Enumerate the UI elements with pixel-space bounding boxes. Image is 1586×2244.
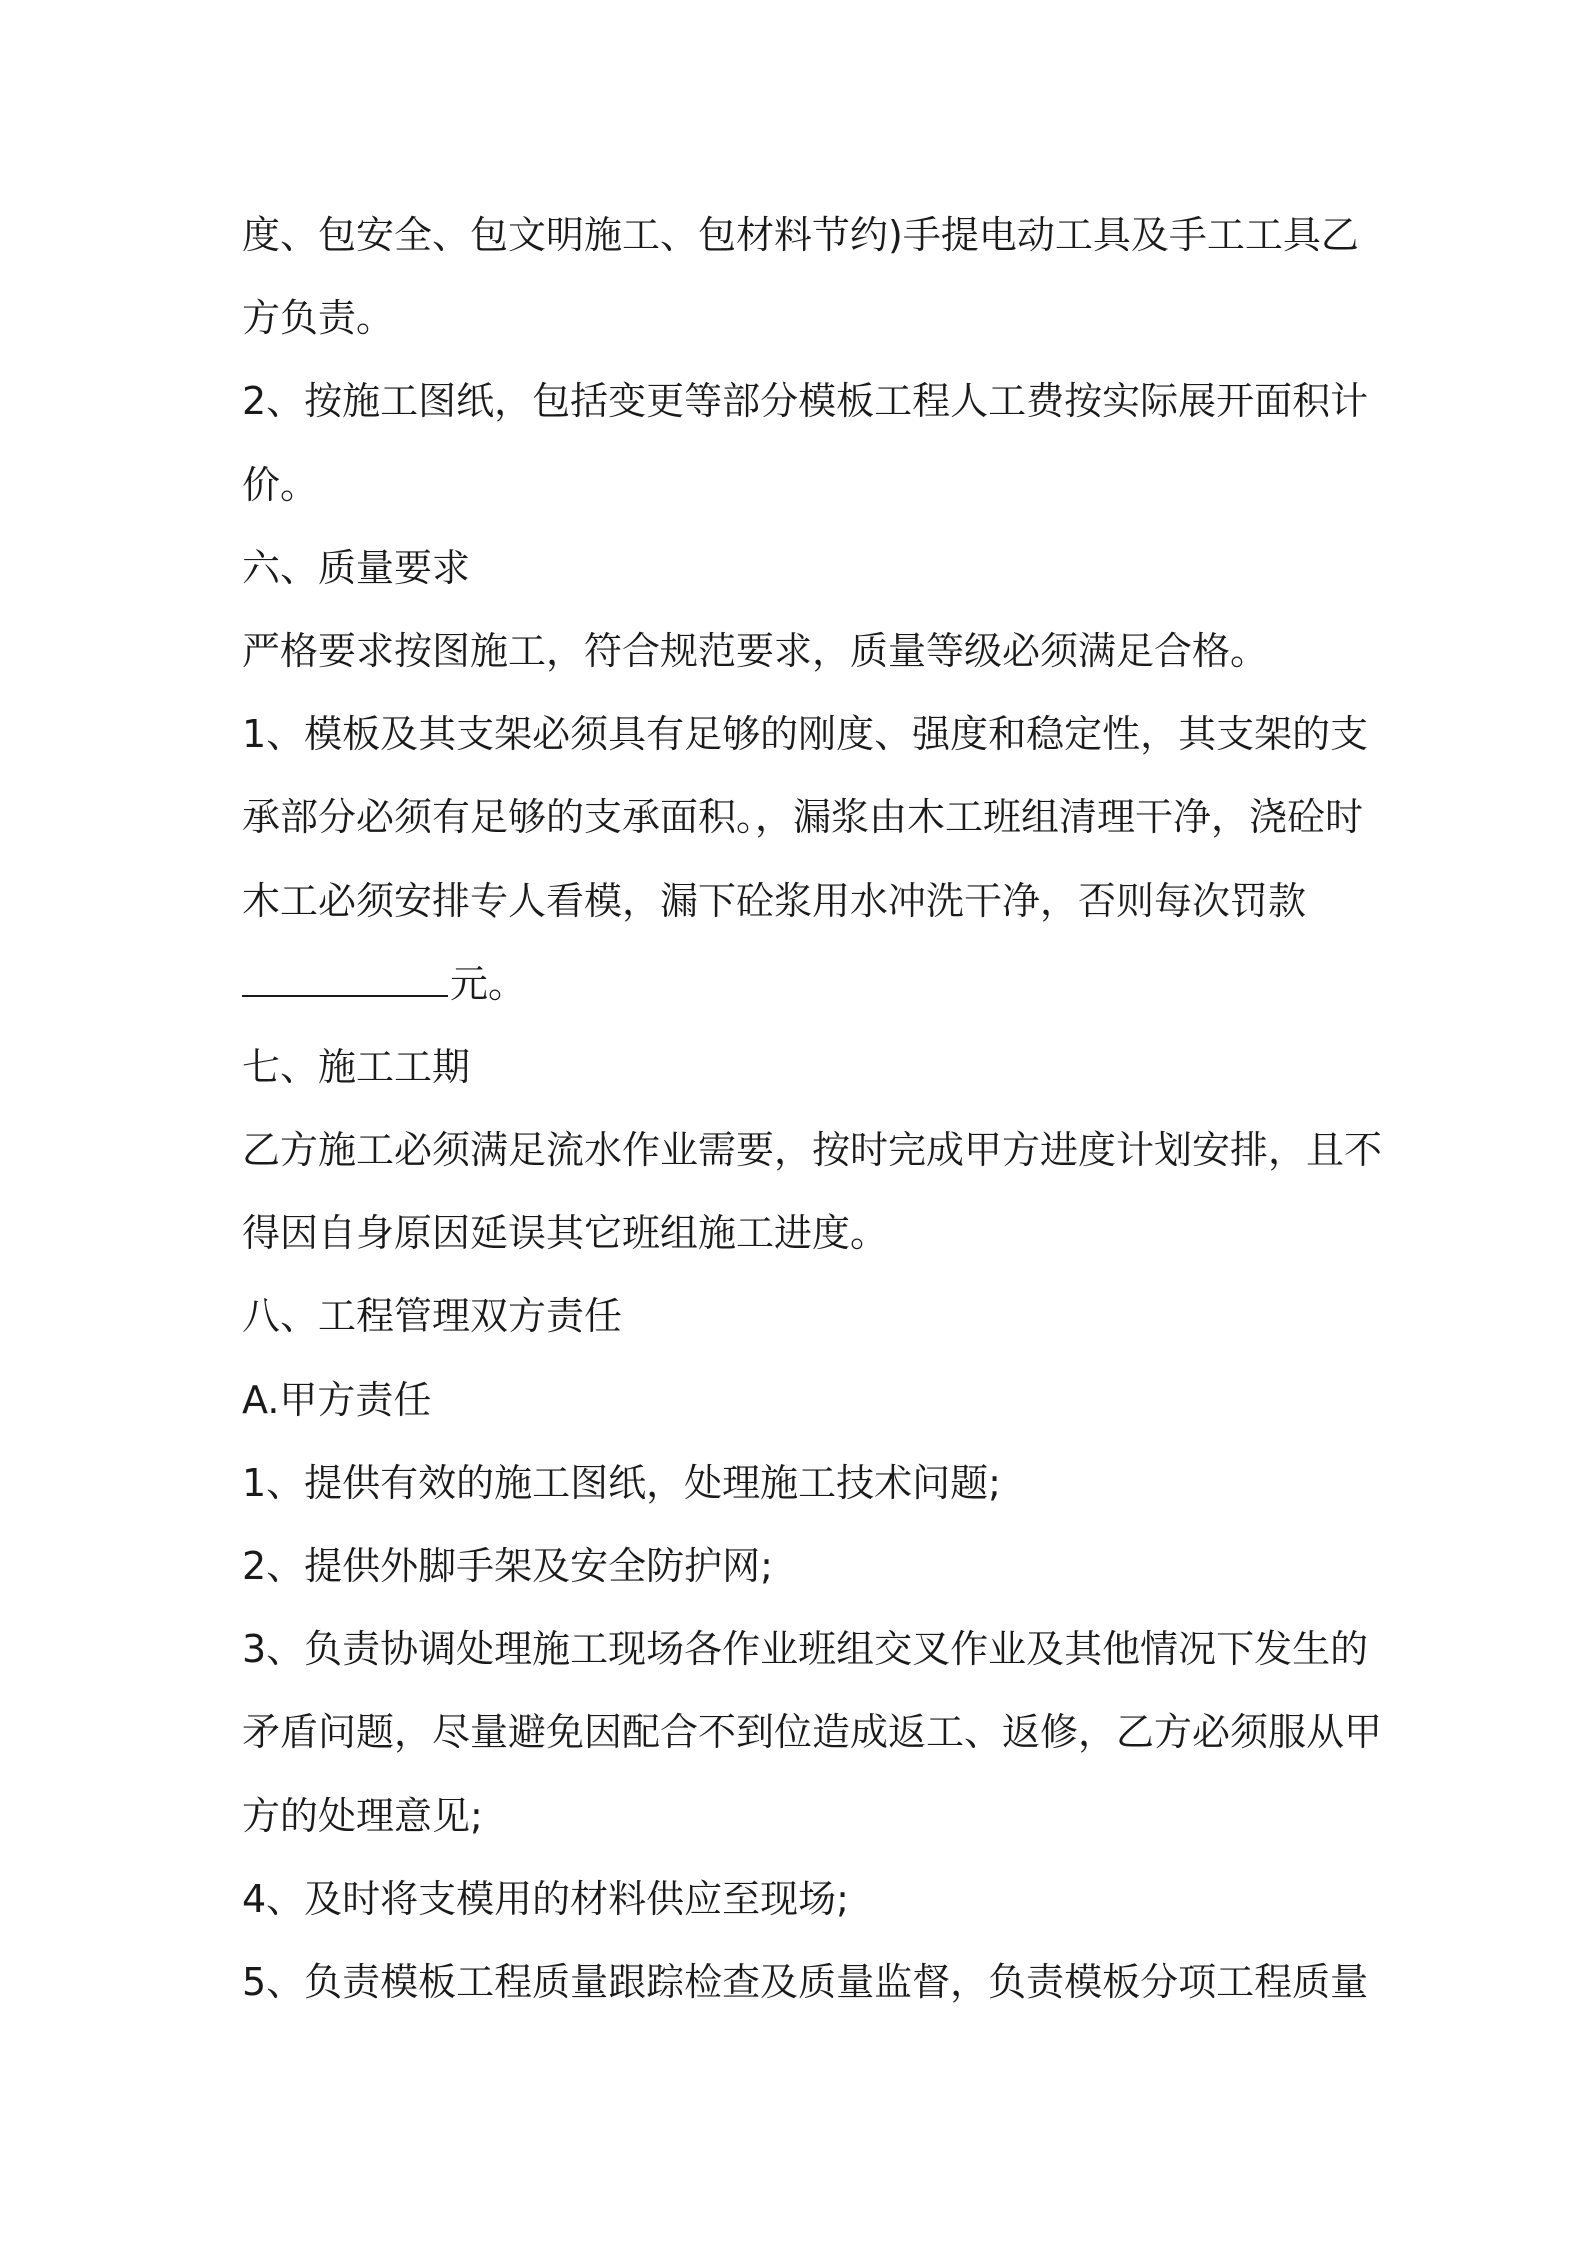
fill-in-line [242,943,1352,1026]
text-line: 方负责。 [242,296,395,341]
section-heading: 六、质量要求 [242,545,471,590]
section-heading: 八、工程管理双方责任 [242,1294,623,1339]
text-line: 元。 [450,961,527,1006]
text-line: 乙方施工必须满足流水作业需要，按时完成甲方进度计划安排，且不 [242,1128,1383,1173]
text-line: 3、负责协调处理施工现场各作业班组交叉作业及其他情况下发生的 [242,1627,1369,1672]
text-line: 价。 [242,462,319,507]
text-line: 4、及时将支模用的材料供应至现场; [242,1876,849,1921]
text-line: 5、负责模板工程质量跟踪检查及质量监督，负责模板分项工程质量 [242,1959,1369,2004]
subsection-heading: A.甲方责任 [242,1377,432,1422]
text-line: 1、模板及其支架必须具有足够的刚度、强度和稳定性，其支架的支 [242,712,1369,757]
text-line: 方的处理意见; [242,1793,483,1838]
text-line: 得因自身原因延误其它班组施工进度。 [242,1211,889,1256]
text-line: 承部分必须有足够的支承面积。，漏浆由木工班组清理干净，浇砼时 [242,795,1364,840]
text-line: 严格要求按图施工，符合规范要求，质量等级必须满足合格。 [242,628,1269,673]
text-line: 2、提供外脚手架及安全防护网; [242,1544,773,1588]
text-line: 木工必须安排专人看模，漏下砼浆用水冲洗干净，否则每次罚款 [242,878,1307,923]
text-line: 度、包安全、包文明施工、包材料节约)手提电动工具及手工工具乙 [242,213,1359,257]
text-line: 矛盾问题，尽量避免因配合不到位造成返工、返修，乙方必须服从甲 [242,1710,1383,1755]
section-heading: 七、施工工期 [242,1044,471,1089]
document-body [242,194,1383,2024]
text-line: 2、按施工图纸，包括变更等部分模板工程人工费按实际展开面积计 [242,379,1369,424]
fill-in-blank [242,957,448,997]
text-line: 1、提供有效的施工图纸，处理施工技术问题; [242,1460,1001,1505]
